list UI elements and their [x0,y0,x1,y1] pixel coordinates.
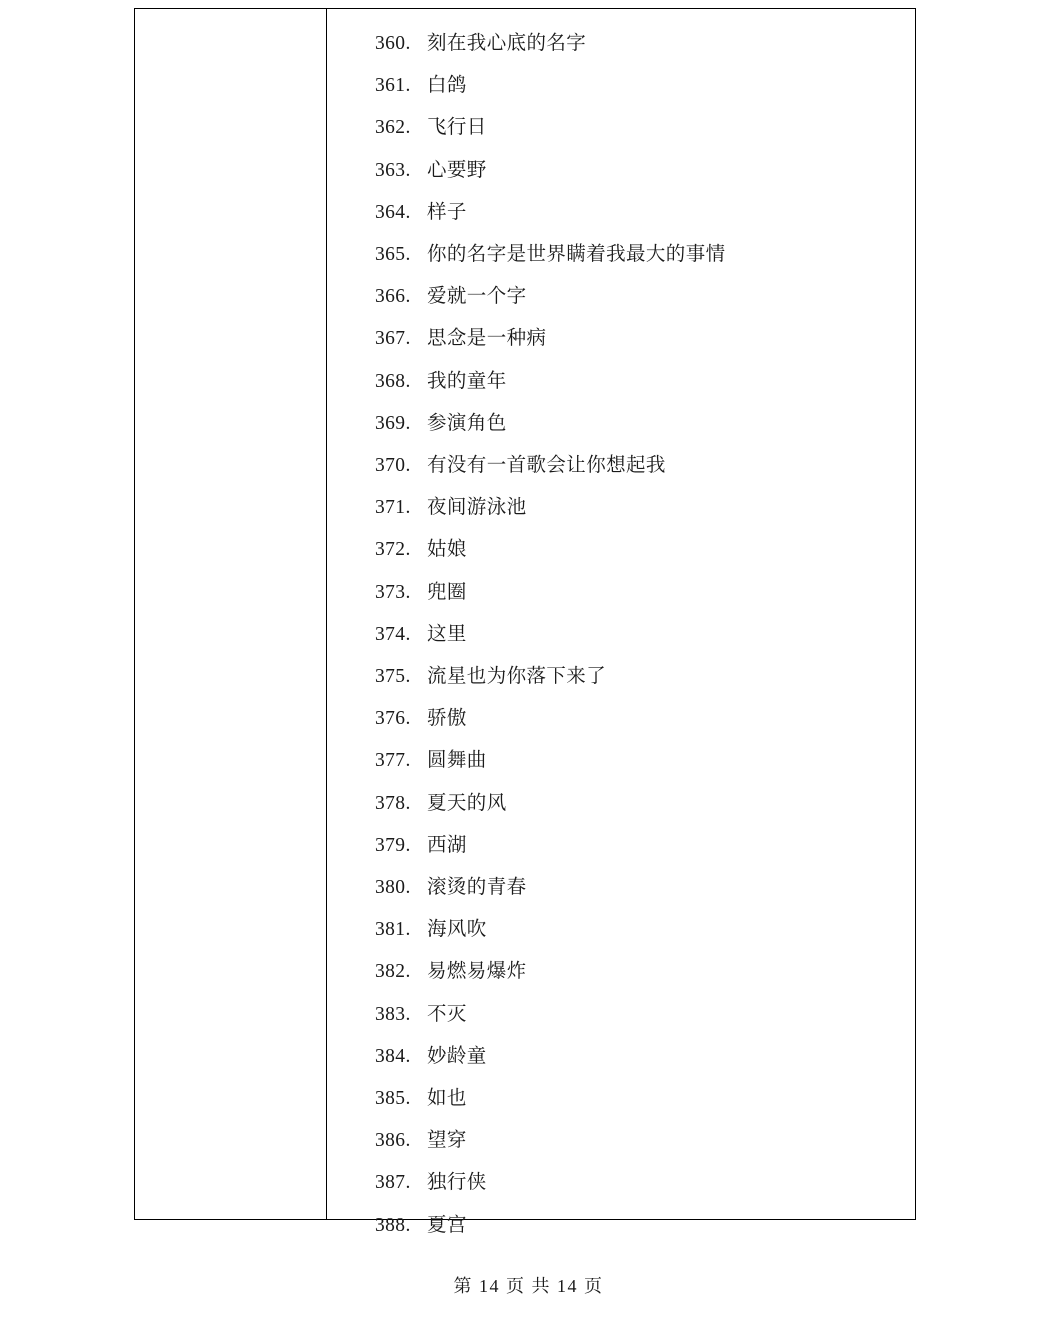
list-item [375,276,905,318]
song-number: 379. [375,834,411,856]
page-number-text: 第 14 页 共 14 页 [453,1276,604,1296]
list-item [375,740,905,782]
song-title: 参演角色 [427,412,507,434]
song-title: 圆舞曲 [427,750,487,772]
song-number: 364. [375,201,411,223]
list-item [375,234,905,276]
list-item [375,951,905,993]
song-number: 383. [375,1003,411,1025]
song-title: 易燃易爆炸 [427,961,527,983]
list-item [375,107,905,149]
song-title: 你的名字是世界瞒着我最大的事情 [427,244,726,266]
song-number: 371. [375,497,411,519]
song-number: 377. [375,750,411,772]
song-number: 366. [375,286,411,308]
list-item [375,318,905,360]
song-title: 不灭 [427,1003,467,1025]
song-number: 373. [375,581,411,603]
list-item [375,656,905,698]
song-title: 心要野 [427,159,487,181]
song-title: 妙龄童 [427,1045,487,1067]
song-title: 夏宫 [427,1214,467,1236]
song-title: 样子 [427,201,467,223]
list-item [375,361,905,403]
song-title: 骄傲 [427,708,467,730]
song-number: 372. [375,539,411,561]
song-title: 西湖 [427,834,467,856]
song-title: 兜圈 [427,581,467,603]
song-number: 360. [375,33,411,54]
list-item [375,529,905,571]
song-title: 独行侠 [427,1172,487,1194]
list-item [375,192,905,234]
list-item [375,825,905,867]
song-number: 370. [375,455,411,477]
song-title: 刻在我心底的名字 [427,33,587,54]
list-item [375,994,905,1036]
list-item [375,23,905,65]
list-item [375,65,905,107]
song-list [375,23,905,1247]
song-title: 望穿 [427,1130,467,1152]
page-footer [0,1272,1057,1298]
song-title: 如也 [427,1088,467,1110]
song-list-table [134,8,916,1236]
list-item [375,698,905,740]
song-number: 365. [375,244,411,266]
list-item [375,403,905,445]
list-item [375,867,905,909]
song-title: 有没有一首歌会让你想起我 [427,455,666,477]
song-number: 387. [375,1172,411,1194]
song-title: 流星也为你落下来了 [427,666,607,688]
song-title: 海风吹 [427,919,487,941]
list-item [375,1205,905,1247]
song-number: 362. [375,117,411,139]
song-number: 363. [375,159,411,181]
song-number: 374. [375,623,411,645]
song-number: 384. [375,1045,411,1067]
list-item [375,783,905,825]
song-number: 385. [375,1088,411,1110]
song-title: 我的童年 [427,370,507,392]
song-number: 378. [375,792,411,814]
song-title: 夏天的风 [427,792,507,814]
song-title: 白鸽 [427,75,467,97]
song-number: 382. [375,961,411,983]
song-number: 388. [375,1214,411,1236]
song-number: 376. [375,708,411,730]
table-content-column [327,9,915,1236]
song-title: 姑娘 [427,539,467,561]
list-item [375,1120,905,1162]
list-item [375,1162,905,1204]
list-item [375,1078,905,1120]
song-title: 爱就一个字 [427,286,527,308]
list-item [375,487,905,529]
song-number: 381. [375,919,411,941]
list-item [375,1036,905,1078]
song-number: 368. [375,370,411,392]
list-item [375,150,905,192]
song-number: 361. [375,75,411,97]
song-title: 飞行日 [427,117,487,139]
list-item [375,445,905,487]
song-number: 375. [375,666,411,688]
song-number: 369. [375,412,411,434]
song-number: 367. [375,328,411,350]
song-title: 这里 [427,623,467,645]
list-item [375,909,905,951]
song-title: 思念是一种病 [427,328,547,350]
table-left-column [135,9,327,1219]
song-number: 386. [375,1130,411,1152]
song-title: 夜间游泳池 [427,497,527,519]
song-title: 滚烫的青春 [427,877,527,899]
list-item [375,614,905,656]
song-number: 380. [375,877,411,899]
list-item [375,572,905,614]
